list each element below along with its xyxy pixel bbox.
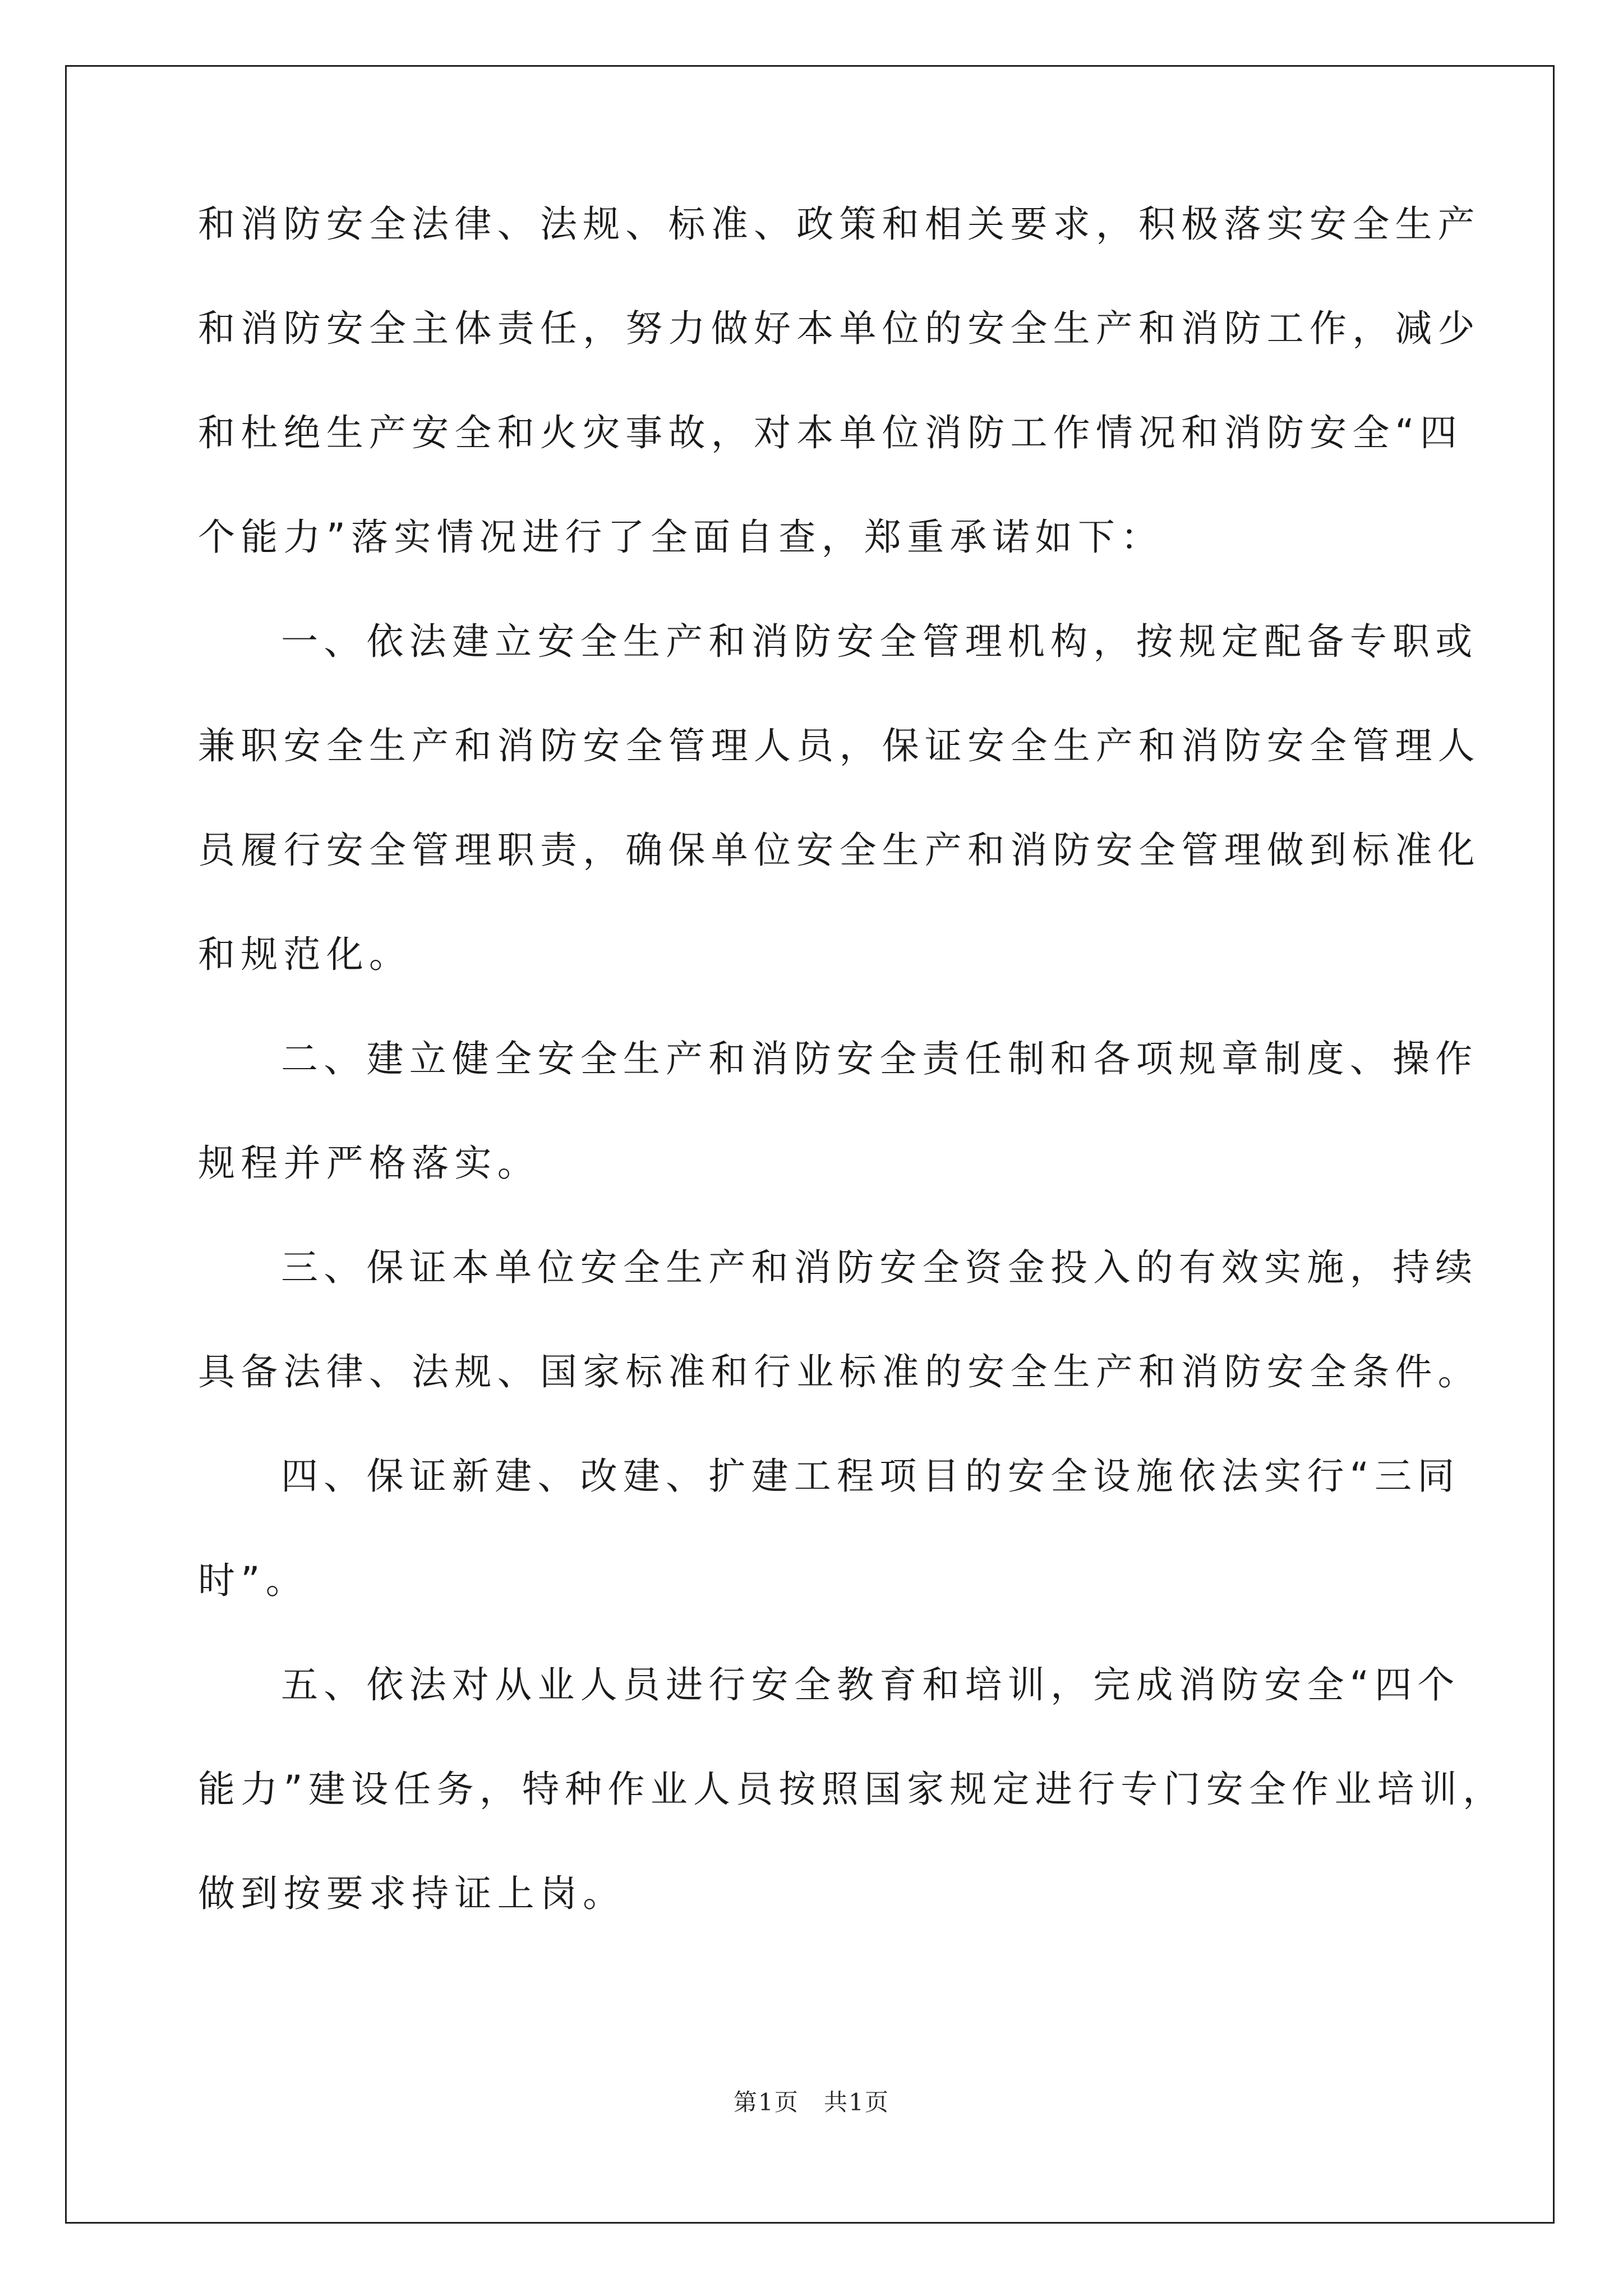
text-line: 员履行安全管理职责，确保单位安全生产和消防安全管理做到标准化 bbox=[198, 829, 1481, 872]
paragraph-3-start: 三、保证本单位安全生产和消防安全资金投入的有效实施，持续 bbox=[281, 1246, 1478, 1289]
text-line: 规程并严格落实。 bbox=[198, 1142, 540, 1185]
page-number-footer: 第1页 共1页 bbox=[733, 2088, 890, 2116]
text-line: 做到按要求持证上岗。 bbox=[198, 1872, 626, 1915]
document-body bbox=[198, 202, 1506, 1976]
paragraph-1-start: 一、依法建立安全生产和消防安全管理机构，按规定配备专职或 bbox=[281, 620, 1478, 663]
text-line: 时”。 bbox=[198, 1559, 308, 1602]
text-line: 和杜绝生产安全和火灾事故，对本单位消防工作情况和消防安全“四 bbox=[198, 411, 1463, 454]
text-line: 和消防安全主体责任，努力做好本单位的安全生产和消防工作，减少 bbox=[198, 307, 1481, 350]
text-line: 和消防安全法律、法规、标准、政策和相关要求，积极落实安全生产 bbox=[198, 203, 1481, 246]
text-line: 兼职安全生产和消防安全管理人员，保证安全生产和消防安全管理人 bbox=[198, 724, 1481, 767]
text-line: 具备法律、法规、国家标准和行业标准的安全生产和消防安全条件。 bbox=[198, 1350, 1481, 1393]
text-line: 能力”建设任务，特种作业人员按照国家规定进行专门安全作业培训， bbox=[198, 1768, 1506, 1811]
paragraph-4-start: 四、保证新建、改建、扩建工程项目的安全设施依法实行“三同 bbox=[281, 1455, 1460, 1498]
text-line: 和规范化。 bbox=[198, 933, 412, 976]
text-line: 个能力”落实情况进行了全面自查，郑重承诺如下： bbox=[198, 516, 1164, 559]
paragraph-2-start: 二、建立健全安全生产和消防安全责任制和各项规章制度、操作 bbox=[281, 1037, 1478, 1080]
paragraph-5-start: 五、依法对从业人员进行安全教育和培训，完成消防安全“四个 bbox=[281, 1663, 1460, 1706]
